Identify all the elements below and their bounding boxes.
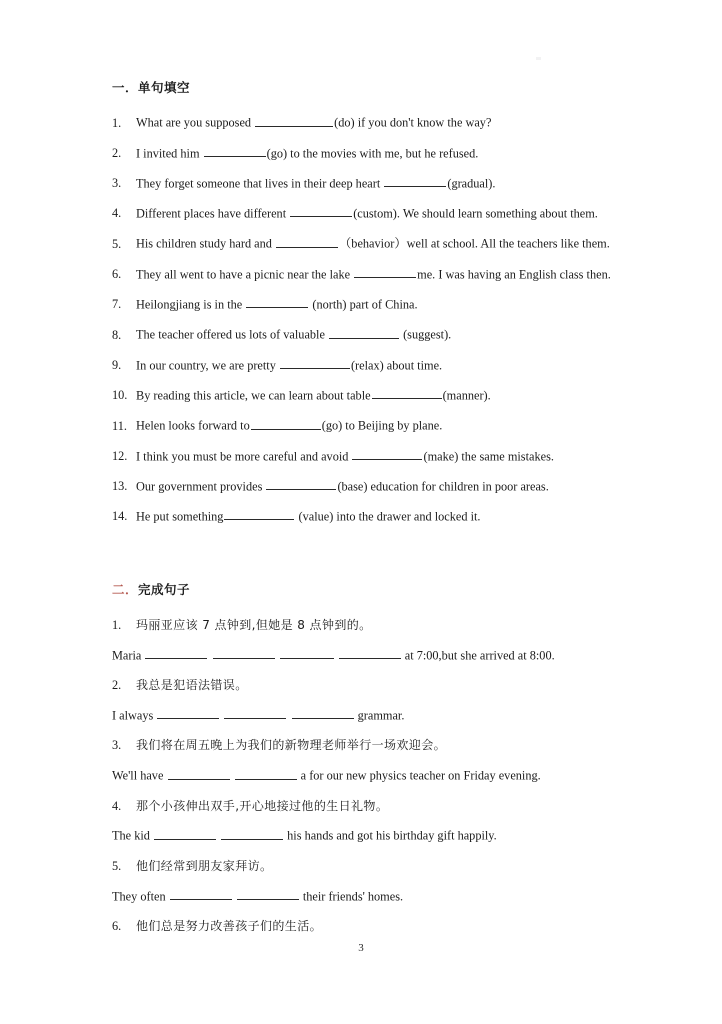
question-text-before: Our government provides [136, 479, 266, 494]
question-number: 4. [112, 206, 122, 221]
translation-prompt-chinese: 我总是犯语法错误。 [136, 677, 248, 692]
question-text [136, 357, 622, 374]
question-text [136, 205, 622, 222]
question-number: 13. [112, 479, 128, 494]
question-text-before: They all went to have a picnic near the lake [136, 267, 354, 282]
question-number: 7. [112, 297, 122, 312]
answer-blank[interactable] [280, 647, 334, 659]
answer-blank[interactable] [235, 767, 297, 779]
question-item [112, 235, 622, 252]
question-text-before: Different places have different [136, 206, 290, 221]
question-item [112, 296, 622, 313]
page-content [112, 80, 622, 948]
question-item [112, 114, 622, 131]
answer-blank[interactable] [280, 357, 350, 369]
answer-blank[interactable] [168, 767, 230, 779]
question-text [136, 296, 622, 313]
answer-blank[interactable] [329, 326, 399, 338]
question-text-before: He put something [136, 509, 224, 524]
translation-number: 5. [112, 858, 122, 873]
question-number: 2. [112, 145, 122, 160]
question-text-before: His children study hard and [136, 236, 275, 251]
answer-blank[interactable] [372, 387, 442, 399]
translation-number: 1. [112, 617, 122, 632]
answer-blank[interactable] [354, 266, 416, 278]
question-number: 14. [112, 509, 128, 524]
question-text-after: (value) into the drawer and locked it. [295, 509, 481, 524]
question-text [136, 175, 622, 192]
question-text-before: I invited him [136, 145, 203, 160]
translation-answer-line [112, 827, 622, 844]
question-text-before: By reading this article, we can learn about table [136, 388, 371, 403]
translation-item [112, 677, 622, 694]
section-2-title: 完成句子 [138, 582, 191, 598]
question-text [136, 235, 622, 252]
question-text-before: What are you supposed [136, 115, 255, 130]
question-item [112, 175, 622, 192]
question-item [112, 387, 622, 404]
question-text-after: (gradual). [447, 176, 496, 191]
question-number: 6. [112, 267, 122, 282]
question-number: 5. [112, 236, 122, 251]
question-number: 9. [112, 357, 122, 372]
answer-blank[interactable] [237, 888, 299, 900]
answer-blank[interactable] [276, 235, 338, 247]
question-text [136, 478, 622, 495]
translation-number: 6. [112, 919, 122, 934]
section-2-item-list [112, 617, 622, 935]
section-2-heading [112, 582, 622, 598]
translation-answer-line [112, 888, 622, 905]
question-item [112, 326, 622, 343]
answer-text-after: a for our new physics teacher on Friday evening. [300, 768, 541, 783]
translation-item [112, 918, 622, 935]
answer-blank[interactable] [384, 175, 446, 187]
question-number: 8. [112, 327, 122, 342]
translation-answer-line [112, 767, 622, 784]
answer-blank[interactable] [352, 448, 422, 460]
section-1-heading [112, 80, 622, 96]
answer-blank[interactable] [255, 114, 333, 126]
answer-blank[interactable] [145, 647, 207, 659]
answer-text-before: We'll have [112, 768, 167, 783]
question-text [136, 326, 622, 343]
translation-number: 3. [112, 738, 122, 753]
answer-blank[interactable] [266, 478, 336, 490]
answer-text-after: grammar. [357, 708, 405, 723]
answer-blank[interactable] [292, 707, 354, 719]
question-text-after: (base) education for children in poor areas. [337, 479, 549, 494]
answer-blank[interactable] [246, 296, 308, 308]
answer-text-after: their friends' homes. [302, 889, 404, 904]
translation-prompt-chinese: 那个小孩伸出双手,开心地接过他的生日礼物。 [136, 798, 389, 813]
question-text-before: Heilongjiang is in the [136, 297, 246, 312]
answer-blank[interactable] [339, 647, 401, 659]
question-text-after: (do) if you don't know the way? [334, 115, 492, 130]
scan-speck [536, 57, 541, 60]
answer-blank[interactable] [251, 417, 321, 429]
translation-number: 4. [112, 798, 122, 813]
question-text [136, 266, 622, 283]
question-item [112, 145, 622, 162]
question-number: 11. [112, 418, 127, 433]
page-number: 3 [358, 942, 364, 954]
answer-text-after: his hands and got his birthday gift happily. [287, 828, 497, 843]
translation-item [112, 858, 622, 875]
question-item [112, 417, 622, 434]
question-text-after: (go) to Beijing by plane. [321, 418, 443, 433]
question-item [112, 478, 622, 495]
question-number: 10. [112, 388, 128, 403]
question-text-after: (manner). [442, 388, 491, 403]
translation-prompt-chinese: 他们经常到朋友家拜访。 [136, 858, 273, 873]
translation-item [112, 617, 622, 634]
answer-text-after: at 7:00,but she arrived at 8:00. [404, 647, 555, 662]
translation-prompt-chinese: 他们总是努力改善孩子们的生活。 [136, 919, 323, 934]
question-text [136, 508, 622, 525]
question-text-after: （behavior）well at school. All the teachers like them. [339, 236, 610, 251]
question-text-after: (relax) about time. [350, 357, 443, 372]
question-text [136, 114, 622, 131]
question-text-after: (custom). We should learn something about them. [353, 206, 598, 221]
question-text-after: me. I was having an English class then. [417, 267, 611, 282]
question-text-after: (go) to the movies with me, but he refused. [266, 145, 479, 160]
question-item [112, 205, 622, 222]
answer-text-before: Maria [112, 647, 145, 662]
answer-blank[interactable] [154, 827, 216, 839]
answer-blank[interactable] [224, 508, 294, 520]
translation-item [112, 798, 622, 815]
answer-blank[interactable] [157, 707, 219, 719]
question-text-before: In our country, we are pretty [136, 357, 279, 372]
question-number: 12. [112, 448, 128, 463]
translation-number: 2. [112, 677, 122, 692]
translation-answer-line [112, 707, 622, 724]
question-number: 3. [112, 176, 122, 191]
question-item [112, 448, 622, 465]
answer-blank[interactable] [290, 205, 352, 217]
question-item [112, 508, 622, 525]
question-text-before: They forget someone that lives in their deep heart [136, 176, 384, 191]
answer-text-before: They often [112, 889, 169, 904]
answer-blank[interactable] [224, 707, 286, 719]
question-text-after: (north) part of China. [309, 297, 418, 312]
question-number: 1. [112, 115, 122, 130]
question-item [112, 266, 622, 283]
question-text [136, 145, 622, 162]
translation-answer-line [112, 647, 622, 664]
translation-prompt-chinese: 我们将在周五晚上为我们的新物理老师举行一场欢迎会。 [136, 738, 447, 753]
section-1-question-list [112, 114, 622, 525]
translation-item [112, 737, 622, 754]
section-gap [112, 538, 622, 582]
question-text-before: The teacher offered us lots of valuable [136, 327, 329, 342]
question-text-after: (make) the same mistakes. [423, 448, 554, 463]
question-text [136, 417, 622, 434]
question-text-before: I think you must be more careful and avoid [136, 448, 352, 463]
question-text [136, 387, 622, 404]
question-text-before: Helen looks forward to [136, 418, 250, 433]
answer-blank[interactable] [170, 888, 232, 900]
section-2-number: 二． [112, 582, 139, 598]
translation-prompt-chinese: 玛丽亚应该 7 点钟到,但她是 8 点钟到的。 [136, 617, 372, 632]
question-text [136, 448, 622, 465]
section-1-number: 一． [112, 80, 139, 95]
section-1-title: 单句填空 [138, 80, 191, 95]
question-item [112, 357, 622, 374]
answer-blank[interactable] [213, 647, 275, 659]
answer-blank[interactable] [221, 827, 283, 839]
answer-text-before: The kid [112, 828, 153, 843]
answer-text-before: I always [112, 708, 157, 723]
answer-blank[interactable] [204, 145, 266, 157]
question-text-after: (suggest). [400, 327, 452, 342]
